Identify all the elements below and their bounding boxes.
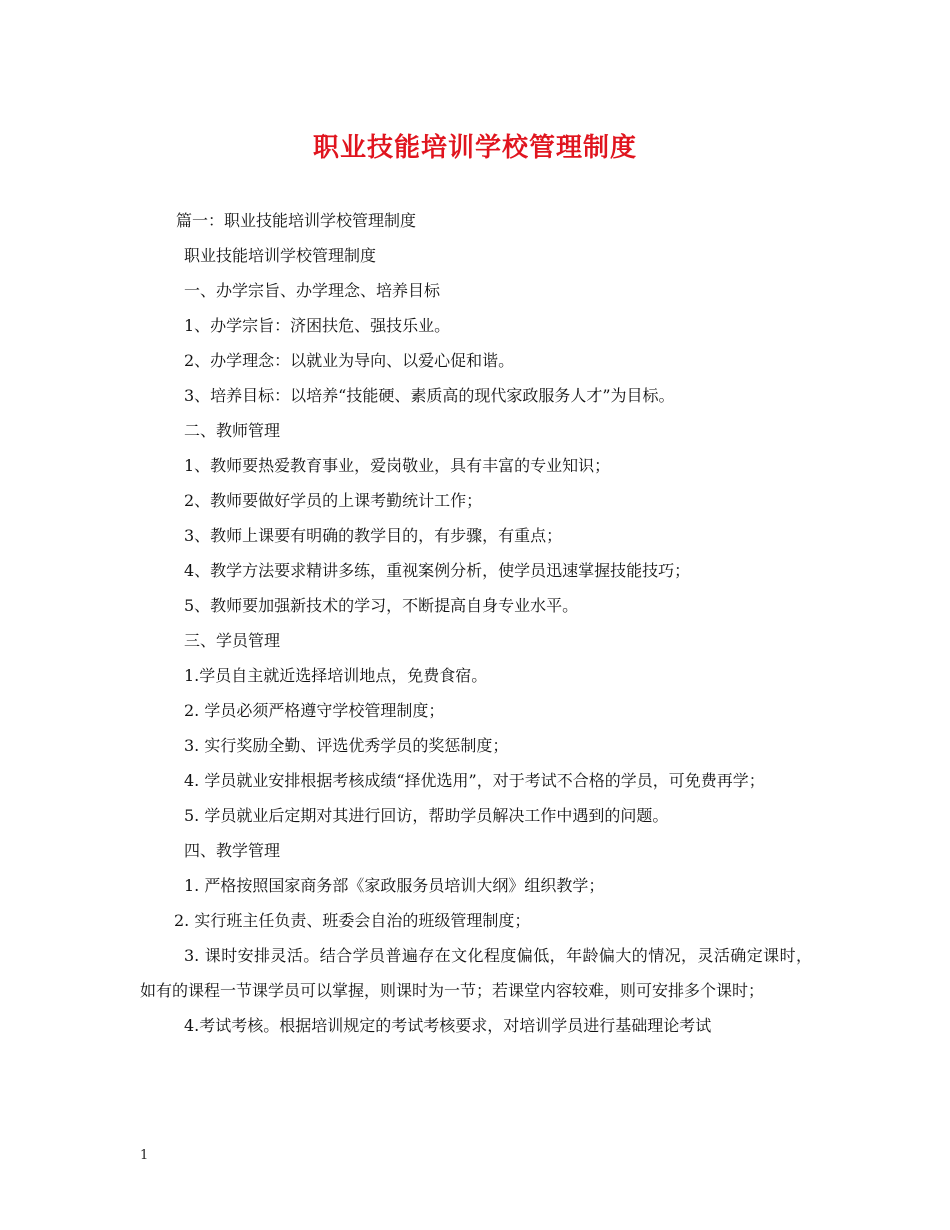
paragraph: 1、教师要热爱教育事业，爱岗敬业，具有丰富的专业知识； (184, 456, 611, 475)
paragraph: 二、教师管理 (184, 421, 281, 440)
document-body (140, 203, 812, 1043)
paragraph: 3、培养目标：以培养“技能硬、素质高的现代家政服务人才”为目标。 (184, 386, 675, 405)
paragraph: 1、办学宗旨：济困扶危、强技乐业。 (184, 316, 451, 335)
paragraph: 4、教学方法要求精讲多练，重视案例分析，使学员迅速掌握技能技巧； (184, 561, 691, 580)
document-title: 职业技能培训学校管理制度 (312, 133, 637, 163)
paragraph: 1. 严格按照国家商务部《家政服务员培训大纲》组织教学； (184, 876, 605, 895)
paragraph: 3. 实行奖励全勤、评选优秀学员的奖惩制度； (184, 736, 509, 755)
paragraph: 3. 课时安排灵活。结合学员普遍存在文化程度偏低，年龄偏大的情况，灵活确定课时，如有的课程一节课学员可以掌握，则课时为一节；若课堂内容较难，则可安排多个课时； (140, 946, 812, 1000)
paragraph: 2、办学理念：以就业为导向、以爱心促和谐。 (184, 351, 515, 370)
paragraph: 5、教师要加强新技术的学习，不断提高自身专业水平。 (184, 596, 579, 615)
paragraph: 5. 学员就业后定期对其进行回访，帮助学员解决工作中遇到的问题。 (184, 806, 669, 825)
paragraph: 篇一：职业技能培训学校管理制度 (176, 211, 417, 230)
paragraph: 职业技能培训学校管理制度 (184, 246, 377, 265)
paragraph: 三、学员管理 (184, 631, 281, 650)
paragraph: 一、办学宗旨、办学理念、培养目标 (184, 281, 441, 300)
page-number: 1 (140, 1148, 149, 1163)
paragraph: 2. 学员必须严格遵守学校管理制度； (184, 701, 445, 720)
paragraph: 3、教师上课要有明确的教学目的，有步骤，有重点； (184, 526, 563, 545)
paragraph: 4.考试考核。根据培训规定的考试考核要求，对培训学员进行基础理论考试 (184, 1016, 712, 1035)
paragraph: 4. 学员就业安排根据考核成绩“择优选用”，对于考试不合格的学员，可免费再学； (184, 771, 765, 790)
paragraph: 四、教学管理 (184, 841, 281, 860)
paragraph: 2、教师要做好学员的上课考勤统计工作； (184, 491, 483, 510)
paragraph: 2. 实行班主任负责、班委会自治的班级管理制度； (174, 911, 531, 930)
paragraph: 1.学员自主就近选择培训地点，免费食宿。 (184, 666, 488, 685)
